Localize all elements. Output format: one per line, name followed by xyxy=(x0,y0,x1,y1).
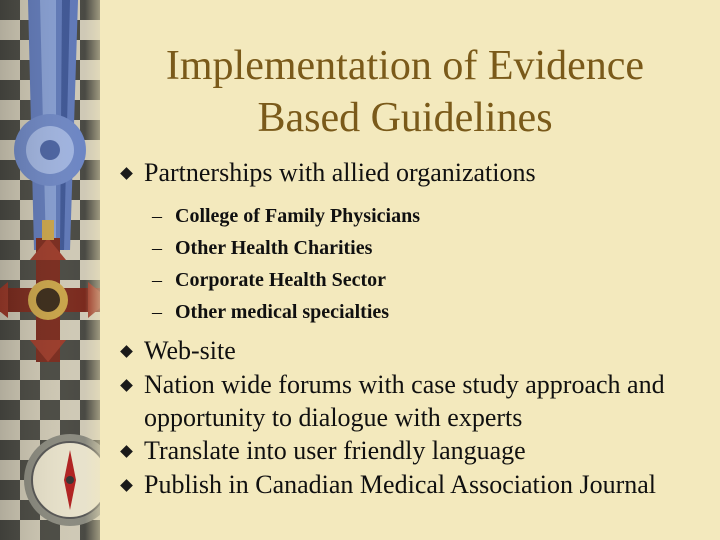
medal-photo-sidebar xyxy=(0,0,100,540)
sub-bullet-text: Other Health Charities xyxy=(175,237,373,259)
bullet-item xyxy=(122,468,712,502)
bullet-text-line2: opportunity to dialogue with experts xyxy=(144,403,523,432)
bullet-item xyxy=(122,156,712,190)
sub-bullet-text: Corporate Health Sector xyxy=(175,269,387,291)
bullet-item xyxy=(122,334,712,368)
diamond-bullet-icon xyxy=(120,445,133,458)
slide-title xyxy=(130,40,680,144)
bullet-list xyxy=(122,156,712,502)
sub-bullet-item xyxy=(122,232,712,264)
bullet-text: Web-site xyxy=(144,336,236,365)
sub-bullet-list xyxy=(122,200,712,328)
dash-marker: – xyxy=(152,301,162,323)
bullet-item xyxy=(122,368,712,434)
bullet-text: Partnerships with allied organizations xyxy=(144,158,536,187)
diamond-bullet-icon xyxy=(120,379,133,392)
slide-title-line1: Implementation of Evidence xyxy=(165,43,645,89)
bullet-text: Translate into user friendly language xyxy=(144,436,526,465)
bullet-text-line1: Nation wide forums with case study approach and xyxy=(144,370,665,399)
diamond-bullet-icon xyxy=(120,345,133,358)
sub-bullet-item xyxy=(122,200,712,232)
slide-title-line2: Based Guidelines xyxy=(257,95,553,141)
sub-bullet-item xyxy=(122,296,712,328)
bullet-item xyxy=(122,434,712,468)
dash-marker: – xyxy=(152,205,162,227)
sub-bullet-text: College of Family Physicians xyxy=(175,205,420,227)
diamond-bullet-icon xyxy=(120,167,133,180)
diamond-bullet-icon xyxy=(120,479,133,492)
dash-marker: – xyxy=(152,269,162,291)
bullet-text: Publish in Canadian Medical Association Journal xyxy=(144,470,656,499)
sub-bullet-item xyxy=(122,264,712,296)
dash-marker: – xyxy=(152,237,162,259)
sub-bullet-text: Other medical specialties xyxy=(175,301,390,323)
